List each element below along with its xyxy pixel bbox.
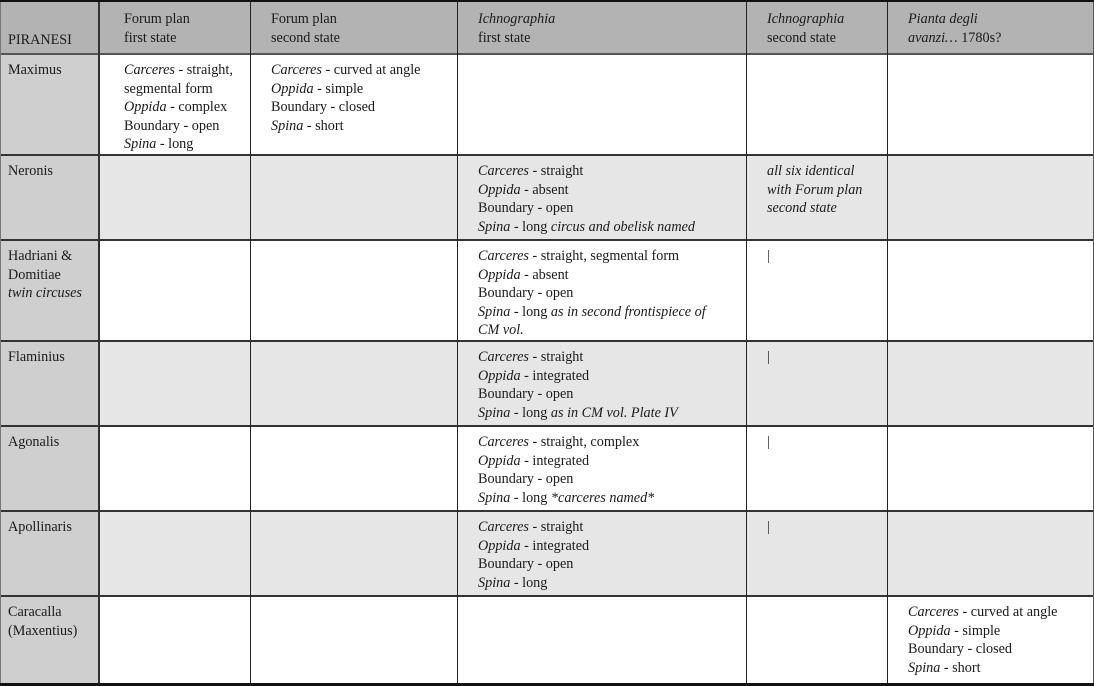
cell-text-segment: - integrated [520,537,590,554]
cell-line [124,98,233,117]
cell-text-segment: - absent [520,181,569,198]
cell-line [908,603,1057,622]
row-divider [0,425,1094,427]
cell-text [478,518,589,592]
table-cell-ich1 [458,426,747,511]
column-header-label [271,10,340,47]
ditto-mark: | [767,248,770,264]
cell-text-segment: Oppida [478,181,521,198]
column-header-fp1 [99,2,251,54]
cell-text-segment: - short [303,117,344,134]
cell-text-segment: - short [940,659,981,676]
cell-text-segment: Oppida [908,622,951,639]
cell-line [478,404,678,423]
cell-line [124,61,233,80]
cell-line [478,452,654,471]
header-line [767,29,844,48]
cell-text-segment: CM vol. [478,322,524,338]
table-cell-pianta [888,240,1094,341]
row-divider [0,154,1094,156]
column-header-label [478,10,555,47]
header-line [478,29,555,48]
cell-line [478,433,654,452]
cell-line [767,433,770,452]
table-row [0,341,1094,426]
cell-text-segment: Boundary - open [478,556,574,572]
cell-text-segment: Oppida [478,537,521,554]
table-cell-ich1 [458,240,747,341]
header-line [908,10,1001,29]
cell-text-segment: - complex [166,99,228,115]
cell-text-segment: Spina [908,659,941,676]
ditto-mark: | [767,434,770,450]
row-divider [0,510,1094,512]
cell-text-segment: Carceres [908,604,959,620]
row-label-cell [0,341,99,426]
row-divider [0,340,1094,342]
cell-text-segment: Spina [478,489,511,506]
cell-text-segment: - curved at angle [958,604,1058,620]
header-line [271,29,340,48]
table-row [0,511,1094,596]
cell-text-segment: - integrated [520,452,590,469]
cell-text-segment: Boundary - open [478,200,574,216]
header-text: Pianta degli [908,11,978,27]
cell-text-segment: Spina [271,117,304,134]
row-label-cell [0,54,99,155]
cell-text [478,348,678,422]
name-text: Neronis [8,163,53,179]
cell-line [767,247,770,266]
row-label-cell [0,511,99,596]
table-cell-pianta [888,511,1094,596]
column-header-ich2 [747,2,888,54]
column-header-pianta [888,2,1094,54]
name-line [8,284,82,303]
name-text: Agonalis [8,434,60,450]
table-cell-pianta [888,155,1094,240]
cell-text-segment: Boundary - closed [271,99,376,115]
cell-line [124,135,233,154]
cell-line [767,199,862,218]
cell-text-segment: Spina [478,404,511,421]
cell-text-segment: Oppida [478,367,521,384]
cell-text [908,603,1057,677]
name-line [8,247,82,266]
cell-line [478,385,678,404]
table-cell-ich2 [747,426,888,511]
cell-line [478,218,695,237]
cell-text-segment: - long [510,303,551,320]
cell-text-segment: - integrated [520,367,590,384]
cell-text-segment: Carceres [271,62,322,78]
cell-line [478,555,589,574]
column-divider [887,2,888,683]
cell-text-segment: Carceres [478,349,529,365]
cell-line [767,181,862,200]
cell-text-segment: - simple [950,622,1001,639]
table-cell-pianta [888,426,1094,511]
cell-text [767,433,770,452]
cell-text-segment: - long [510,489,551,506]
cell-text-segment: - straight [528,519,584,535]
cell-text-segment: circus and obelisk named [550,218,695,235]
header-row [0,2,1094,54]
circus-name [8,433,59,452]
cell-text-segment: - straight, [174,62,233,78]
cell-text-segment: Carceres [478,434,529,450]
cell-line [478,489,654,508]
cell-text-segment: - straight, segmental form [528,248,680,264]
header-line [8,31,72,50]
cell-text-segment: Boundary - open [124,117,220,134]
cell-line [124,80,233,99]
cell-text-segment: with Forum plan [767,181,863,198]
cell-text-segment: as in CM vol. Plate IV [550,404,678,421]
cell-line [478,518,589,537]
row-label-cell [0,155,99,240]
column-header-ich1 [458,2,747,54]
table-cell-fp1 [99,240,251,341]
table-cell-fp2 [251,596,458,683]
cell-text-segment: Oppida [478,452,521,469]
cell-line [478,199,695,218]
name-text: Maximus [8,62,62,78]
table-row [0,155,1094,240]
row-divider [0,53,1094,55]
table-cell-fp2 [251,54,458,155]
table-cell-ich1 [458,155,747,240]
cell-text-segment: Boundary - closed [908,641,1013,657]
name-line [8,348,65,367]
cell-text-segment: Spina [124,136,157,152]
cell-line [271,117,420,136]
name-text: Flaminius [8,349,65,365]
row-label-cell [0,426,99,511]
cell-line [767,518,770,537]
column-divider [746,2,747,683]
cell-text [767,348,770,367]
name-line [8,61,62,80]
header-line [271,10,340,29]
table-cell-ich1 [458,511,747,596]
column-divider [250,2,251,683]
table-cell-pianta [888,596,1094,683]
column-divider [457,2,458,683]
cell-text-segment: - curved at angle [321,62,421,78]
name-line [8,266,82,285]
header-text: Forum plan [271,11,337,27]
column-header-fp2 [251,2,458,54]
table-cell-fp1 [99,155,251,240]
cell-text-segment: Oppida [478,266,521,283]
cell-line [908,640,1057,659]
left-edge [0,2,1,683]
cell-line [124,117,233,136]
column-header-stub [0,2,99,54]
table-cell-fp2 [251,155,458,240]
cell-line [478,266,706,285]
header-text: second state [767,29,836,46]
cell-text-segment: Oppida [124,99,167,115]
cell-line [478,470,654,489]
cell-text-segment: Carceres [478,519,529,535]
cell-line [767,348,770,367]
cell-line [478,321,706,340]
cell-text-segment: *carceres named* [550,489,655,506]
cell-text-segment: Oppida [271,80,314,97]
header-text: Ichnographia [767,11,845,27]
header-text: Ichnographia [478,11,556,27]
cell-text-segment: Boundary - open [478,471,574,487]
table-cell-fp2 [251,341,458,426]
header-line [124,10,190,29]
name-text: twin circuses [8,285,82,301]
cell-text [478,247,706,340]
cell-line [767,162,862,181]
cell-line [478,574,589,593]
table-cell-fp1 [99,341,251,426]
table-cell-ich2 [747,511,888,596]
row-divider [0,595,1094,597]
table-row [0,54,1094,155]
cell-text-segment: - long [510,574,548,591]
cell-text-segment: all six identical [767,163,855,179]
cell-text-segment: Carceres [478,248,529,264]
cell-line [478,348,678,367]
ditto-mark: | [767,349,770,365]
cell-line [271,61,420,80]
table-cell-fp1 [99,426,251,511]
column-divider [98,2,100,683]
name-text: Apollinaris [8,519,72,535]
cell-text-segment: Spina [478,218,511,235]
table-cell-fp1 [99,54,251,155]
cell-line [478,367,678,386]
cell-text-segment: Boundary - open [478,285,574,301]
cell-text-segment: - straight [528,163,584,179]
cell-text-segment: - absent [520,266,569,283]
table-cell-ich1 [458,596,747,683]
ditto-mark: | [767,519,770,535]
cell-text [478,433,654,507]
cell-text-segment: Spina [478,303,511,320]
circus-name [8,518,72,537]
cell-text-segment: - long [510,404,551,421]
cell-text-segment: second state [767,200,837,216]
column-header-label [8,31,72,50]
cell-line [478,284,706,303]
cell-text [271,61,420,135]
table-cell-pianta [888,54,1094,155]
cell-line [908,659,1057,678]
name-line [8,622,77,641]
cell-text [767,518,770,537]
name-text: Hadriani & [8,248,73,264]
name-text: Domitiae [8,266,61,283]
cell-line [478,247,706,266]
cell-text [478,162,695,236]
table-cell-ich2 [747,596,888,683]
header-text-suffix: 1780s? [957,29,1002,46]
table-cell-fp1 [99,511,251,596]
name-line [8,162,53,181]
cell-text [767,247,770,266]
cell-line [478,537,589,556]
cell-text-segment: - straight [528,349,584,365]
column-header-label [124,10,190,47]
cell-text-segment: - long [156,136,194,152]
cell-text-segment: Carceres [124,62,175,78]
cell-text-segment: as in second frontispiece of [550,303,706,320]
cell-text-segment: - long [510,218,551,235]
circus-name [8,162,53,181]
cell-line [271,98,420,117]
table-cell-fp2 [251,240,458,341]
cell-text [767,162,862,218]
table-cell-fp2 [251,426,458,511]
name-text: (Maxentius) [8,622,78,639]
cell-line [478,181,695,200]
header-text: first state [478,29,531,46]
header-line [908,29,1001,48]
cell-text-segment: - simple [313,80,364,97]
row-label-cell [0,240,99,341]
cell-line [478,162,695,181]
header-line [478,10,555,29]
cell-line [271,80,420,99]
header-text: PIRANESI [8,32,72,48]
table-cell-pianta [888,341,1094,426]
table-cell-ich2 [747,341,888,426]
name-line [8,603,77,622]
header-text: avanzi… [908,29,958,46]
cell-text-segment: Spina [478,574,511,591]
header-text: Forum plan [124,11,190,27]
header-text: second state [271,29,340,46]
table-row [0,596,1094,683]
circus-name [8,247,82,303]
circus-name [8,348,65,367]
circus-name [8,603,77,640]
cell-line [478,303,706,322]
table-row [0,240,1094,341]
name-text: Caracalla [8,604,62,620]
table-cell-ich1 [458,341,747,426]
cell-text-segment: - straight, complex [528,434,640,450]
table-cell-fp2 [251,511,458,596]
cell-text-segment: Boundary - open [478,386,574,402]
header-text: first state [124,29,177,46]
header-line [767,10,844,29]
row-label-cell [0,596,99,683]
table-cell-ich2 [747,54,888,155]
column-header-label [908,10,1001,47]
cell-text-segment: Carceres [478,163,529,179]
row-divider [0,239,1094,241]
cell-text [124,61,233,154]
header-line [124,29,190,48]
circus-name [8,61,62,80]
table-cell-ich2 [747,155,888,240]
table-cell-ich1 [458,54,747,155]
table-cell-fp1 [99,596,251,683]
cell-text-segment: segmental form [124,80,213,97]
table-cell-ich2 [747,240,888,341]
column-header-label [767,10,844,47]
name-line [8,518,72,537]
cell-line [908,622,1057,641]
table-row [0,426,1094,511]
name-line [8,433,59,452]
